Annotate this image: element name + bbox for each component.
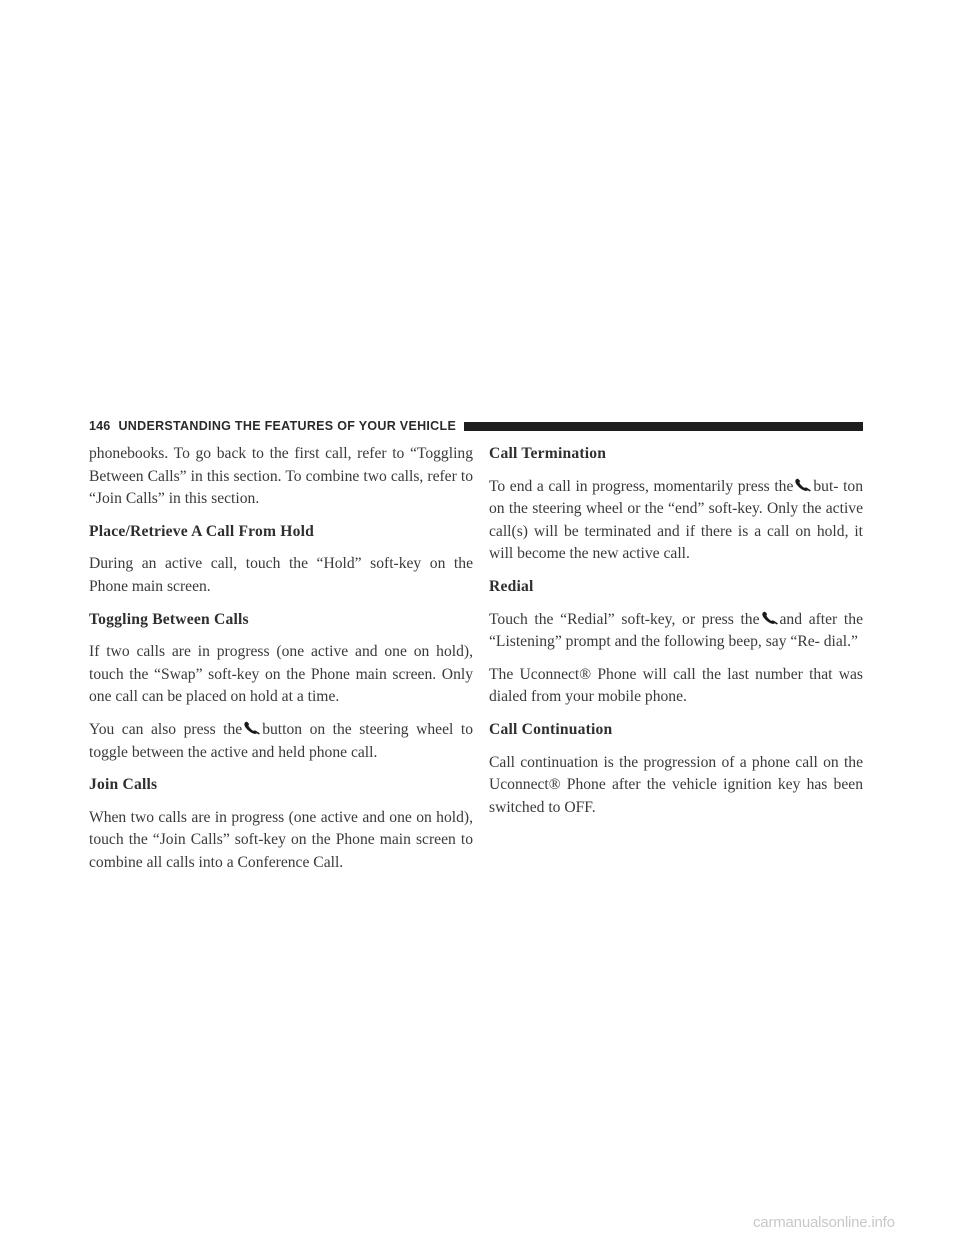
heading-toggling-between-calls: Toggling Between Calls bbox=[89, 610, 249, 628]
paragraph-call-termination bbox=[489, 476, 863, 566]
page-header bbox=[89, 419, 863, 433]
paragraph-also-press bbox=[89, 719, 473, 764]
heading-join-calls: Join Calls bbox=[89, 776, 158, 794]
heading-call-continuation: Call Continuation bbox=[489, 720, 613, 738]
paragraph-hold: During an active call, touch the “Hold” soft-key on the Phone main screen. bbox=[89, 555, 473, 595]
paragraph-call-continuation: Call continuation is the progression of a phone call on the Uconnect® Phone after the vehicle ignition key has been switched to OFF. bbox=[489, 753, 863, 816]
paragraph-toggling: If two calls are in progress (one active and one on hold), touch the “Swap” soft-key on the Phone main screen. Only one call can be placed on hold at a time. bbox=[89, 643, 473, 706]
text-redial-b: and after the “Listening” prompt and the following beep, say “Re- dial.” bbox=[489, 610, 863, 651]
text-also-press-b: button on the steering wheel to toggle between the active and held phone call. bbox=[89, 720, 473, 761]
watermark: carmanualsonline.info bbox=[753, 1214, 895, 1231]
paragraph-uconnect-last-number: The Uconnect® Phone will call the last number that was dialed from your mobile phone. bbox=[489, 665, 863, 706]
paragraph-phonebooks: phonebooks. To go back to the first call, refer to “Toggling Between Calls” in this section. To combine two calls, refer to “Join Calls” in this section. bbox=[89, 445, 473, 508]
text-redial-a: Touch the “Redial” soft-key, or press the bbox=[489, 610, 760, 628]
phone-icon bbox=[243, 721, 261, 735]
phone-icon bbox=[794, 478, 812, 492]
phone-icon bbox=[761, 611, 779, 625]
right-column bbox=[489, 443, 863, 829]
heading-redial: Redial bbox=[489, 577, 534, 595]
text-termination-b: but- ton on the steering wheel or the “end” soft-key. Only the active call(s) will be terminated and if there is a call on hold, it will become the new active call. bbox=[489, 477, 863, 563]
section-title: UNDERSTANDING THE FEATURES OF YOUR VEHICLE bbox=[118, 419, 457, 433]
heading-place-retrieve-hold: Place/Retrieve A Call From Hold bbox=[89, 522, 315, 540]
paragraph-join-calls: When two calls are in progress (one active and one on hold), touch the “Join Calls” soft-key on the Phone main screen to combine all calls into a Conference Call. bbox=[89, 808, 473, 871]
paragraph-redial bbox=[489, 609, 863, 654]
left-column bbox=[89, 443, 473, 885]
header-rule bbox=[464, 422, 863, 431]
page-number: 146 bbox=[89, 419, 111, 433]
text-also-press-a: You can also press the bbox=[89, 720, 243, 738]
text-termination-a: To end a call in progress, momentarily press the bbox=[489, 477, 794, 495]
heading-call-termination: Call Termination bbox=[489, 445, 607, 462]
